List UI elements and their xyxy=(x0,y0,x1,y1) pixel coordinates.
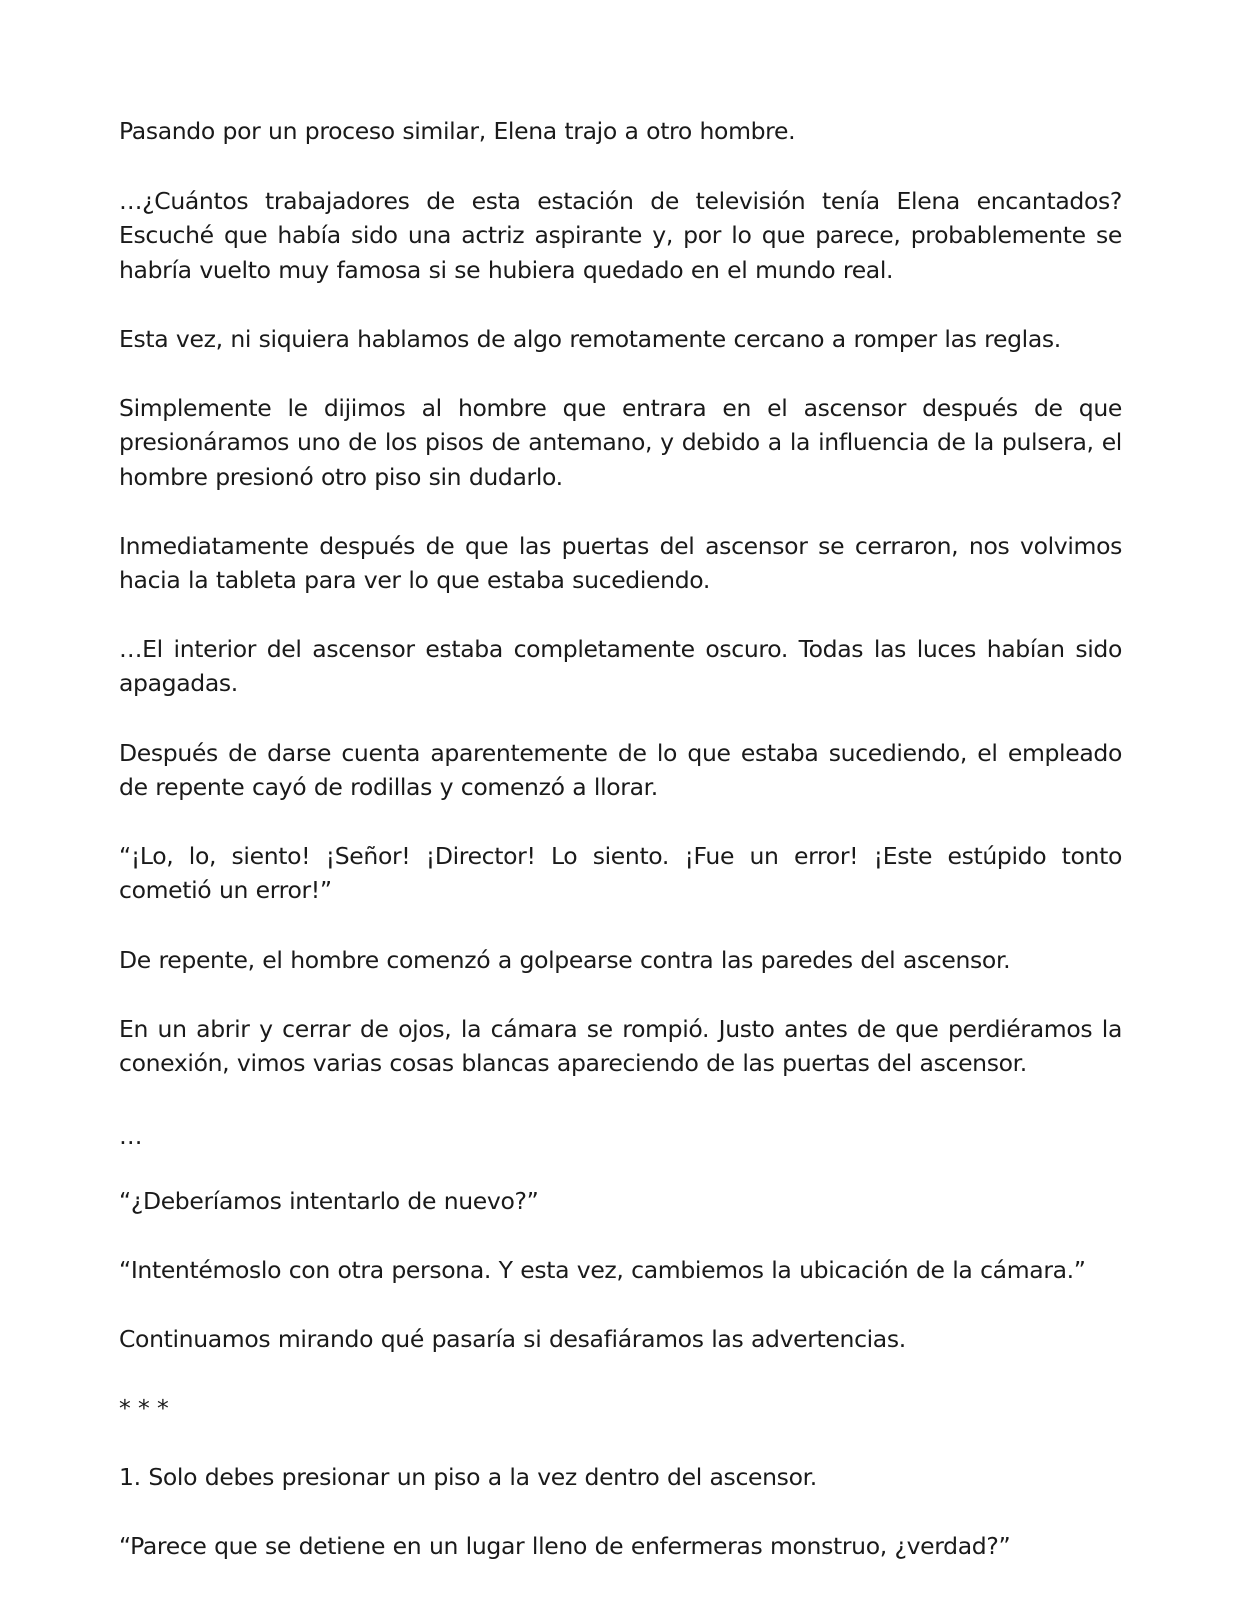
dialogue-1: “¡Lo, lo, siento! ¡Señor! ¡Director! Lo siento. ¡Fue un error! ¡Este estúpido tonto cometió un error!” xyxy=(119,842,1122,905)
paragraph-7: Después de darse cuenta aparentemente de lo que estaba sucediendo, el empleado de repente cayó de rodillas y comenzó a llorar. xyxy=(119,739,1122,802)
paragraph-1: Pasando por un proceso similar, Elena trajo a otro hombre. xyxy=(119,117,796,145)
ellipsis-separator: … xyxy=(119,1122,143,1150)
paragraph-6: …El interior del ascensor estaba completamente oscuro. Todas las luces habían sido apagadas. xyxy=(119,635,1122,698)
dialogue-4: “Parece que se detiene en un lugar lleno de enfermeras monstruo, ¿verdad?” xyxy=(119,1532,1011,1560)
paragraph-5: Inmediatamente después de que las puertas del ascensor se cerraron, nos volvimos hacia la tableta para ver lo que estaba sucediendo. xyxy=(119,532,1122,595)
paragraph-4: Simplemente le dijimos al hombre que entrara en el ascensor después de que presionáramos uno de los pisos de antemano, y debido a la influencia de la pulsera, el hombre presionó otro piso sin dudarlo. xyxy=(119,394,1122,491)
paragraph-3: Esta vez, ni siquiera hablamos de algo remotamente cercano a romper las reglas. xyxy=(119,325,1061,353)
section-separator: * * * xyxy=(119,1394,169,1422)
paragraph-10: Continuamos mirando qué pasaría si desafiáramos las advertencias. xyxy=(119,1325,906,1353)
paragraph-8: De repente, el hombre comenzó a golpearse contra las paredes del ascensor. xyxy=(119,946,1011,974)
paragraph-2: …¿Cuántos trabajadores de esta estación de televisión tenía Elena encantados? Escuché que había sido una actriz aspirante y, por lo que parece, probablemente se habría vuelto muy famosa si se hubiera quedado en el mundo real. xyxy=(119,187,1122,284)
rule-1: 1. Solo debes presionar un piso a la vez dentro del ascensor. xyxy=(119,1463,817,1491)
dialogue-2: “¿Deberíamos intentarlo de nuevo?” xyxy=(119,1187,539,1215)
paragraph-9: En un abrir y cerrar de ojos, la cámara se rompió. Justo antes de que perdiéramos la conexión, vimos varias cosas blancas apareciendo de las puertas del ascensor. xyxy=(119,1015,1122,1078)
dialogue-3: “Intentémoslo con otra persona. Y esta vez, cambiemos la ubicación de la cámara.” xyxy=(119,1256,1086,1284)
